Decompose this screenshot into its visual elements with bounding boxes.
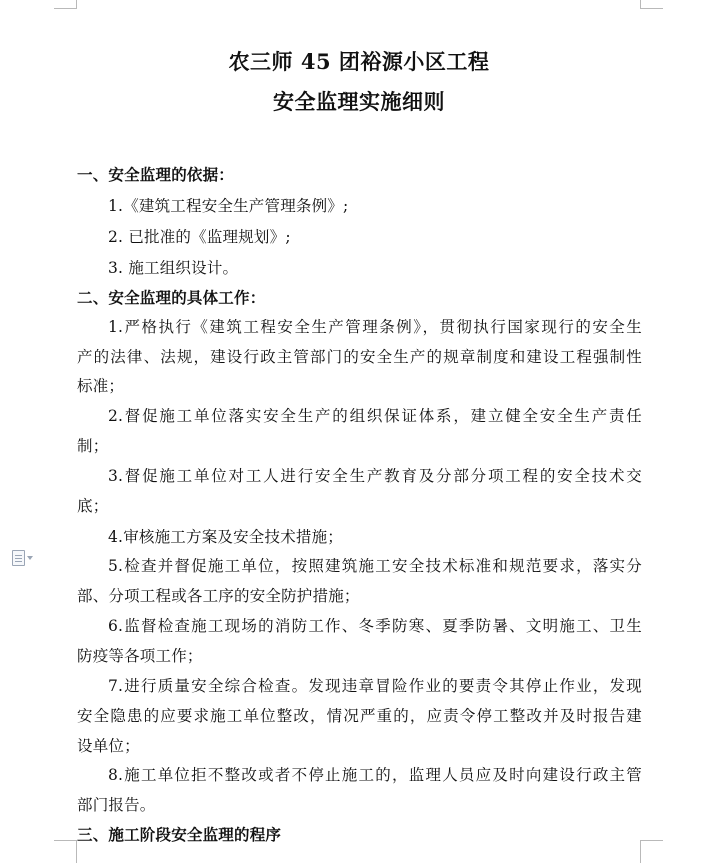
- paragraph-line: 1.严格执行《建筑工程安全生产管理条例》，贯彻执行国家现行的安全生: [108, 318, 642, 336]
- paragraph-line: 2. 已批准的《监理规划》;: [108, 228, 291, 246]
- paragraph-line: 部门报告。: [77, 796, 156, 814]
- page-corner-mark-bottom-right: [640, 840, 663, 863]
- chevron-down-icon: [27, 556, 33, 560]
- document-title: 农三师 45 团裕源小区工程: [228, 49, 490, 74]
- paragraph-line: 6.监督检查施工现场的消防工作、冬季防寒、夏季防暑、文明施工、卫生: [108, 617, 642, 635]
- paragraph-line: 设单位；: [77, 737, 140, 755]
- paragraph-line: 8.施工单位拒不整改或者不停止施工的，监理人员应及时向建设行政主管: [108, 766, 642, 784]
- paragraph-line: 3.督促施工单位对工人进行安全生产教育及分部分项工程的安全技术交: [108, 467, 642, 485]
- paragraph-line: 4.审核施工方案及安全技术措施；: [108, 528, 343, 546]
- page-corner-mark-top-right: [640, 0, 663, 9]
- paragraph-line: 产的法律、法规，建设行政主管部门的安全生产的规章制度和建设工程强制性: [77, 348, 642, 366]
- section-heading: 三、施工阶段安全监理的程序: [77, 825, 282, 844]
- section-heading: 一、安全监理的依据：: [77, 165, 235, 184]
- page-corner-mark-bottom-left: [54, 840, 77, 863]
- paragraph-line: 7.进行质量安全综合检查。发现违章冒险作业的要责令其停止作业，发现: [108, 677, 642, 695]
- section-heading: 二、安全监理的具体工作：: [77, 288, 266, 307]
- paragraph-line: 安全隐患的应要求施工单位整改，情况严重的，应责令停工整改并及时报告建: [77, 707, 642, 725]
- paragraph-line: 5.检查并督促施工单位，按照建筑施工安全技术标准和规范要求，落实分: [108, 557, 642, 575]
- paragraph-line: 2.督促施工单位落实安全生产的组织保证体系，建立健全安全生产责任: [108, 407, 642, 425]
- paragraph-line: 底；: [77, 497, 109, 515]
- document-subtitle: 安全监理实施细则: [273, 89, 445, 114]
- document-icon: [12, 550, 25, 566]
- paragraph-line: 3. 施工组织设计。: [108, 259, 239, 277]
- paragraph-line: 标准；: [77, 377, 125, 395]
- paragraph-line: 1.《建筑工程安全生产管理条例》;: [108, 197, 349, 215]
- paragraph-line: 部、分项工程或各工序的安全防护措施；: [77, 587, 360, 605]
- paragraph-options-icon[interactable]: [12, 549, 42, 567]
- paragraph-line: 制；: [77, 437, 109, 455]
- paragraph-line: 防疫等各项工作；: [77, 647, 203, 665]
- page-corner-mark-top-left: [54, 0, 77, 9]
